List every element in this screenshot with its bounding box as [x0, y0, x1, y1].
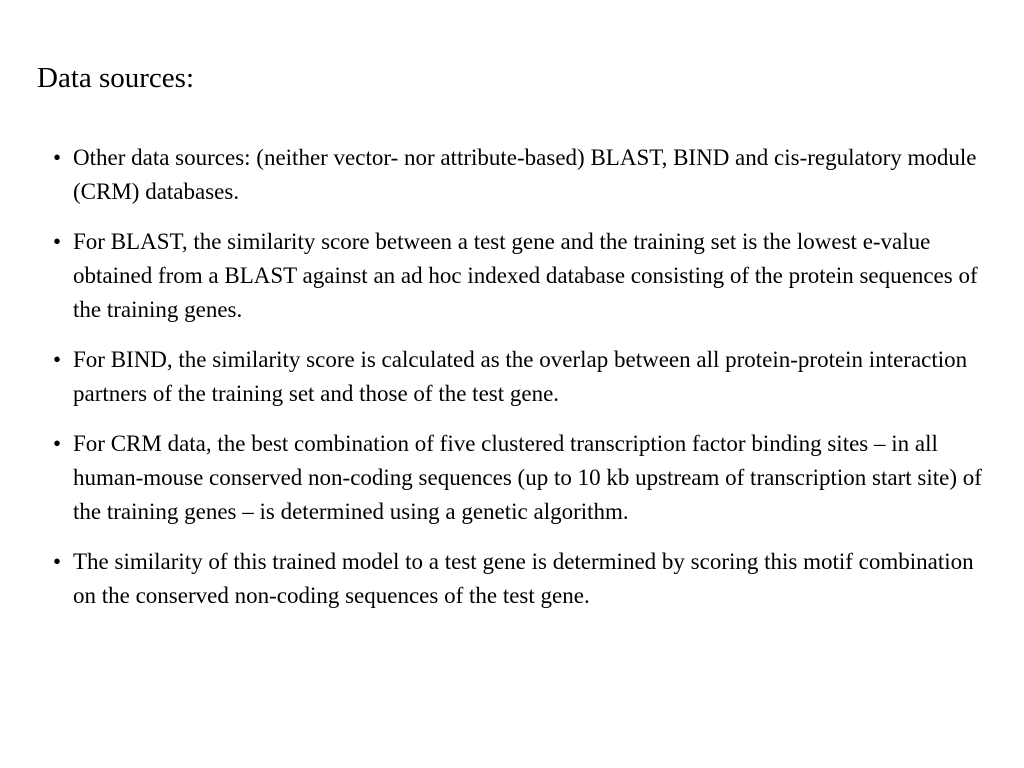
bullet-item: [53, 545, 988, 613]
bullet-item: [53, 343, 988, 411]
bullet-text: For CRM data, the best combination of five clustered transcription factor binding sites – in all human-mouse conserved non-coding sequences (up to 10 kb upstream of transcription start site) of the training genes – is determined using a genetic algorithm.: [73, 431, 982, 524]
bullet-icon: •: [53, 431, 62, 456]
slide-title: Data sources:: [37, 62, 195, 94]
bullet-icon: •: [53, 145, 62, 170]
bullet-item: [53, 427, 988, 529]
bullet-icon: •: [53, 347, 62, 372]
bullet-list: [53, 141, 988, 629]
bullet-text: For BIND, the similarity score is calculated as the overlap between all protein-protein interaction partners of the training set and those of the test gene.: [73, 347, 968, 406]
bullet-icon: •: [53, 549, 62, 574]
bullet-item: [53, 141, 988, 209]
bullet-icon: •: [53, 229, 62, 254]
bullet-item: [53, 225, 988, 327]
bullet-text: Other data sources: (neither vector- nor attribute-based) BLAST, BIND and cis-regulatory module (CRM) databases.: [73, 145, 977, 204]
bullet-text: For BLAST, the similarity score between a test gene and the training set is the lowest e-value obtained from a BLAST against an ad hoc indexed database consisting of the protein sequences of the training genes.: [73, 229, 978, 322]
bullet-text: The similarity of this trained model to a test gene is determined by scoring this motif combination on the conserved non-coding sequences of the test gene.: [73, 549, 974, 608]
